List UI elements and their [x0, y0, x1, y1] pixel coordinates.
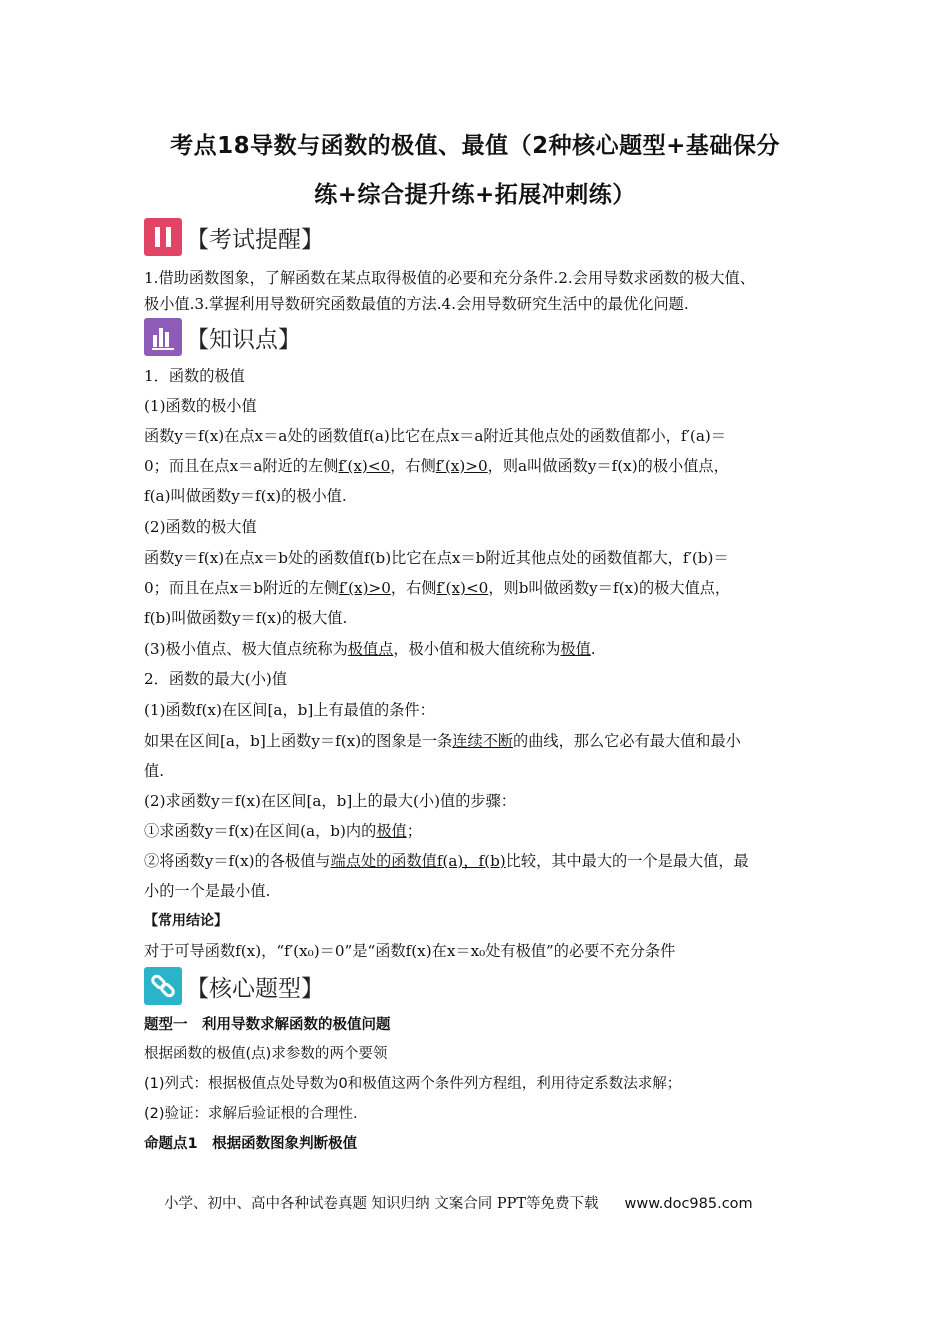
- section-label: 【知识点】: [186, 326, 301, 353]
- knowledge-text-line: 值.: [144, 762, 165, 780]
- underlined-answer: 极值: [376, 822, 407, 840]
- knowledge-text-line: 小的一个是最小值.: [144, 882, 271, 900]
- underlined-answer: f′(x)<0: [338, 457, 391, 475]
- knowledge-text-line: [144, 456, 729, 476]
- core-intro: 根据函数的极值(点)求参数的两个要领: [144, 1046, 388, 1062]
- knowledge-heading: 1．函数的极值: [144, 367, 245, 385]
- text-fragment: 比较，其中最大的一个是最大值，最: [505, 852, 749, 870]
- core-text-line: (1)列式：根据极值点处导数为0和极值这两个条件列方程组，利用待定系数法求解；: [144, 1076, 682, 1092]
- knowledge-text-line: 函数y＝f(x)在点x＝a处的函数值f(a)比它在点x＝a附近其他点处的函数值都小，f′(a)＝: [144, 427, 726, 445]
- knowledge-subheading: (2)求函数y＝f(x)在区间[a，b]上的最大(小)值的步骤：: [144, 792, 516, 810]
- core-text-line: (2)验证：求解后验证根的合理性.: [144, 1106, 358, 1122]
- knowledge-subheading: (1)函数f(x)在区间[a，b]上有最值的条件：: [144, 701, 435, 719]
- knowledge-text-line: [144, 578, 730, 598]
- exam-text-line: 1.借助函数图象，了解函数在某点取得极值的必要和充分条件.2.会用导数求函数的极大值、: [144, 269, 755, 287]
- knowledge-step: [144, 821, 422, 841]
- chain-link-icon: [144, 967, 182, 1005]
- bar-chart-icon: [144, 318, 182, 356]
- text-fragment: ；: [406, 822, 422, 840]
- document-title-line-2: 练+综合提升练+拓展冲刺练）: [314, 182, 636, 208]
- knowledge-text-line: 函数y＝f(x)在点x＝b处的函数值f(b)比它在点x＝b附近其他点处的函数值都大，f′(b)＝: [144, 549, 729, 567]
- text-fragment: .: [590, 640, 596, 658]
- text-fragment: 0；而且在点x＝a附近的左侧: [144, 457, 339, 475]
- section-label: 【考试提醒】: [186, 226, 324, 253]
- section-knowledge: [144, 317, 301, 357]
- common-conclusion-heading: 【常用结论】: [144, 913, 228, 929]
- knowledge-text-line: f(b)叫做函数y＝f(x)的极大值.: [144, 609, 348, 627]
- knowledge-text-line: [144, 731, 741, 751]
- text-fragment: 0；而且在点x＝b附近的左侧: [144, 579, 340, 597]
- knowledge-subheading: (2)函数的极大值: [144, 518, 257, 536]
- text-fragment: 如果在区间[a，b]上函数y＝f(x)的图象是一条: [144, 732, 453, 750]
- text-fragment: ，则b叫做函数y＝f(x)的极大值点，: [488, 579, 731, 597]
- question-type-heading: 题型一 利用导数求解函数的极值问题: [144, 1017, 391, 1033]
- text-fragment: ，右侧: [390, 457, 436, 475]
- section-exam-reminder: [144, 217, 324, 257]
- underlined-answer: 端点处的函数值f(a)，f(b): [330, 852, 506, 870]
- footer-url[interactable]: www.doc985.com: [624, 1196, 753, 1212]
- text-fragment: ，极小值和极大值统称为: [393, 640, 561, 658]
- knowledge-step: [144, 851, 749, 871]
- section-label: 【核心题型】: [186, 975, 324, 1002]
- underlined-answer: 极值: [560, 640, 591, 658]
- knowledge-subheading: (1)函数的极小值: [144, 397, 257, 415]
- knowledge-heading: 2．函数的最大(小)值: [144, 670, 288, 688]
- document-title-line-1: 考点18导数与函数的极值、最值（2种核心题型+基础保分: [170, 133, 780, 159]
- text-fragment: ②将函数y＝f(x)的各极值与: [144, 852, 331, 870]
- underlined-answer: f′(x)<0: [436, 579, 489, 597]
- text-fragment: ，右侧: [390, 579, 437, 597]
- underlined-answer: f′(x)>0: [339, 579, 391, 597]
- knowledge-text-line: f(a)叫做函数y＝f(x)的极小值.: [144, 487, 347, 505]
- text-fragment: (3)极小值点、极大值点统称为: [144, 640, 348, 658]
- text-fragment: 的曲线，那么它必有最大值和最小: [513, 732, 741, 750]
- exam-text-line: 极小值.3.掌握利用导数研究函数最值的方法.4.会用导数研究生活中的最优化问题.: [144, 295, 689, 313]
- pause-bars-icon: [144, 218, 182, 256]
- sub-topic-heading: 命题点1 根据函数图象判断极值: [144, 1136, 358, 1152]
- underlined-answer: 连续不断: [452, 732, 513, 750]
- common-conclusion-text: 对于可导函数f(x)，“f′(x₀)＝0”是“函数f(x)在x＝x₀处有极值”的必要不充分条件: [144, 942, 676, 960]
- text-fragment: ，则a叫做函数y＝f(x)的极小值点，: [487, 457, 729, 475]
- footer-text: 小学、初中、高中各种试卷真题 知识归纳 文案合同 PPT等免费下载: [164, 1196, 599, 1212]
- underlined-answer: f′(x)>0: [435, 457, 488, 475]
- text-fragment: ①求函数y＝f(x)在区间(a，b)内的: [144, 822, 377, 840]
- underlined-answer: 极值点: [347, 640, 394, 658]
- page-footer: [164, 1192, 753, 1213]
- section-core-types: [144, 966, 324, 1006]
- knowledge-text-line: [144, 639, 596, 659]
